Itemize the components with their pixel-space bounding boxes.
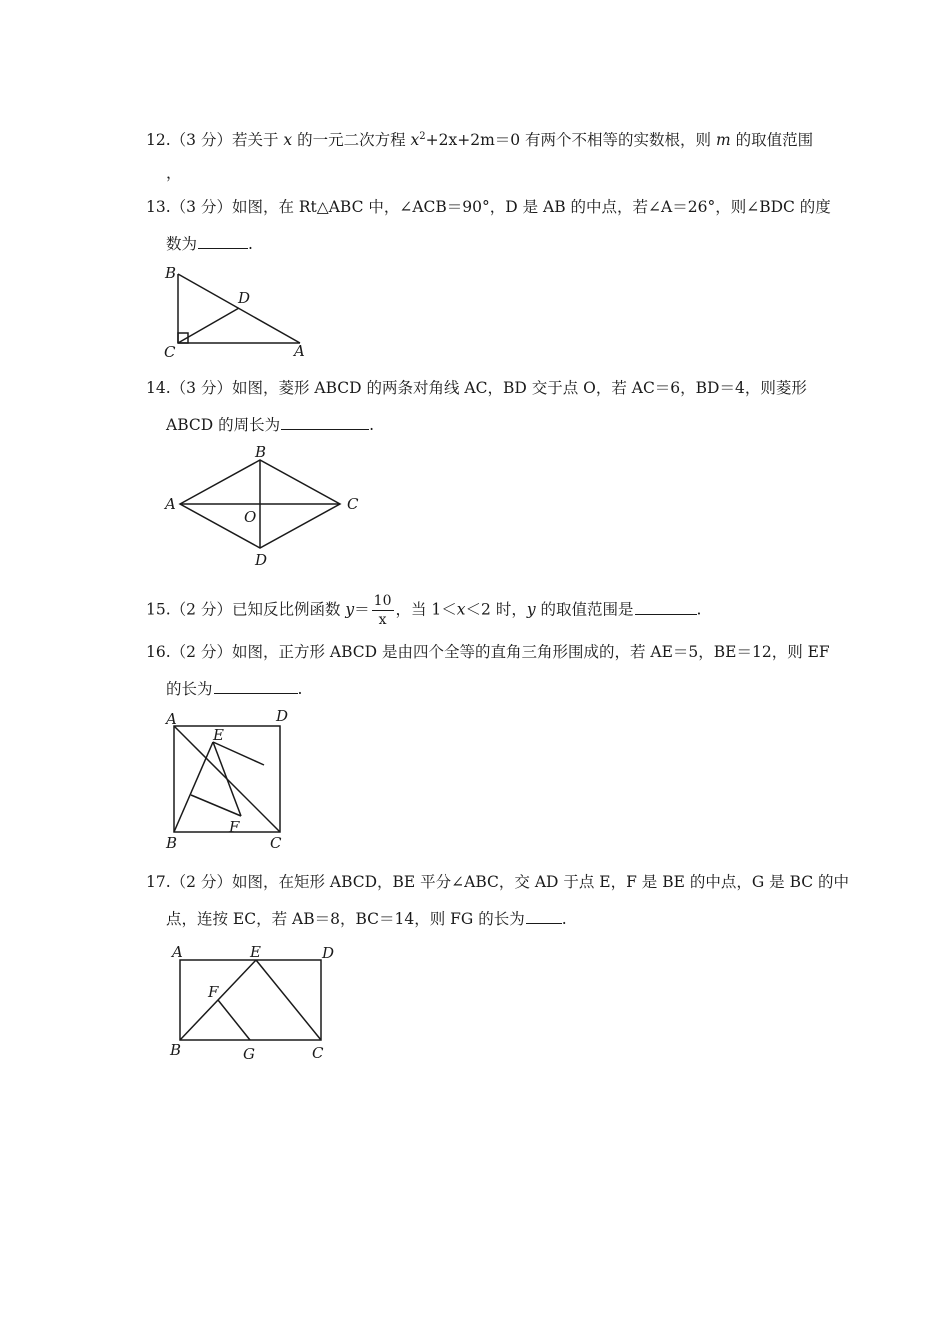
variable-y: y [345, 600, 355, 619]
question-17-line2: 点，连按 EC，若 AB＝8，BC＝14，则 FG 的长为 . [166, 910, 567, 928]
fraction-numerator: 10 [373, 593, 392, 609]
question-score: （2 分） [170, 643, 232, 661]
label-b: B [165, 264, 177, 282]
question-number: 15. [146, 600, 171, 619]
question-16-line2: 的长为 . [166, 680, 303, 698]
label-f: F [229, 818, 240, 836]
question-16 [146, 641, 830, 663]
fraction [372, 592, 394, 629]
fraction-denominator: x [378, 612, 387, 628]
variable-m: m [715, 131, 731, 150]
label-b: B [255, 443, 267, 461]
figure-q16-square [160, 706, 300, 854]
label-b: B [170, 1041, 182, 1059]
question-score: （3 分） [170, 198, 232, 216]
label-b: B [166, 834, 178, 852]
question-15: 15.（2 分）已知反比例函数 y＝ $\frac{10}{x}$ ，当 1＜x＜2 时，y 的取值范围是 . [146, 593, 702, 628]
label-d: D [238, 289, 251, 307]
figure-q13-triangle [160, 262, 320, 362]
figure-q17-rectangle [160, 940, 350, 1068]
equation-exponent: 2 [419, 131, 426, 142]
equation-var: x [410, 131, 420, 150]
question-13-line2: 数为 . [166, 235, 253, 253]
label-a: A [166, 710, 177, 728]
question-text: 的一元二次方程 [292, 131, 411, 150]
question-12-line2: ， [166, 164, 182, 182]
label-d: D [322, 944, 335, 962]
label-c: C [164, 343, 176, 361]
question-number: 12. [146, 131, 171, 150]
question-score: （2 分） [170, 873, 232, 891]
question-score: （3 分） [170, 131, 232, 150]
variable-x: x [456, 600, 466, 619]
question-text: ，当 1＜ [395, 600, 457, 619]
label-a: A [165, 495, 176, 513]
label-d: D [276, 707, 289, 725]
label-d: D [255, 551, 268, 569]
label-g: G [243, 1045, 255, 1063]
question-12 [146, 126, 813, 151]
equation-rest: +2x+2m＝0 [425, 131, 521, 150]
question-number: 17. [146, 873, 171, 891]
question-number: 14. [146, 379, 171, 397]
figure-q14-rhombus [160, 440, 370, 575]
question-14 [146, 377, 807, 399]
question-14-line2: ABCD 的周长为 . [166, 416, 375, 434]
question-text: 如图，在 Rt△ABC 中，∠ACB＝90°，D 是 AB 的中点，若∠A＝26°，则∠BDC 的度 [231, 198, 831, 216]
answer-blank[interactable] [526, 909, 562, 924]
label-e: E [250, 943, 261, 961]
question-text: 如图，菱形 ABCD 的两条对角线 AC，BD 交于点 O，若 AC＝6，BD＝4，则菱形 [231, 379, 807, 397]
label-a: A [294, 342, 305, 360]
question-score: （2 分） [170, 600, 232, 619]
answer-blank[interactable] [281, 415, 369, 430]
answer-blank[interactable] [635, 600, 697, 615]
variable-y: y [526, 600, 536, 619]
label-a: A [172, 943, 183, 961]
answer-blank[interactable] [198, 234, 248, 249]
answer-blank[interactable] [214, 679, 298, 694]
question-text: 若关于 [231, 131, 284, 150]
question-number: 13. [146, 198, 171, 216]
question-number: 16. [146, 643, 171, 661]
variable-x: x [283, 131, 293, 150]
question-text: 已知反比例函数 [231, 600, 346, 619]
question-13 [146, 196, 831, 218]
label-f: F [208, 983, 219, 1001]
question-score: （3 分） [170, 379, 232, 397]
label-o: O [244, 508, 257, 526]
question-text: 如图，在矩形 ABCD，BE 平分∠ABC，交 AD 于点 E，F 是 BE 的中点，G 是 BC 的中 [231, 873, 850, 891]
label-c: C [312, 1044, 324, 1062]
question-17 [146, 871, 849, 893]
label-e: E [213, 726, 224, 744]
label-c: C [270, 834, 282, 852]
label-c: C [347, 495, 359, 513]
question-text: 如图，正方形 ABCD 是由四个全等的直角三角形围成的，若 AE＝5，BE＝12，则 EF [231, 643, 830, 661]
question-text: 有两个不相等的实数根，则 [520, 131, 716, 150]
question-text: 的取值范围 [730, 131, 814, 150]
